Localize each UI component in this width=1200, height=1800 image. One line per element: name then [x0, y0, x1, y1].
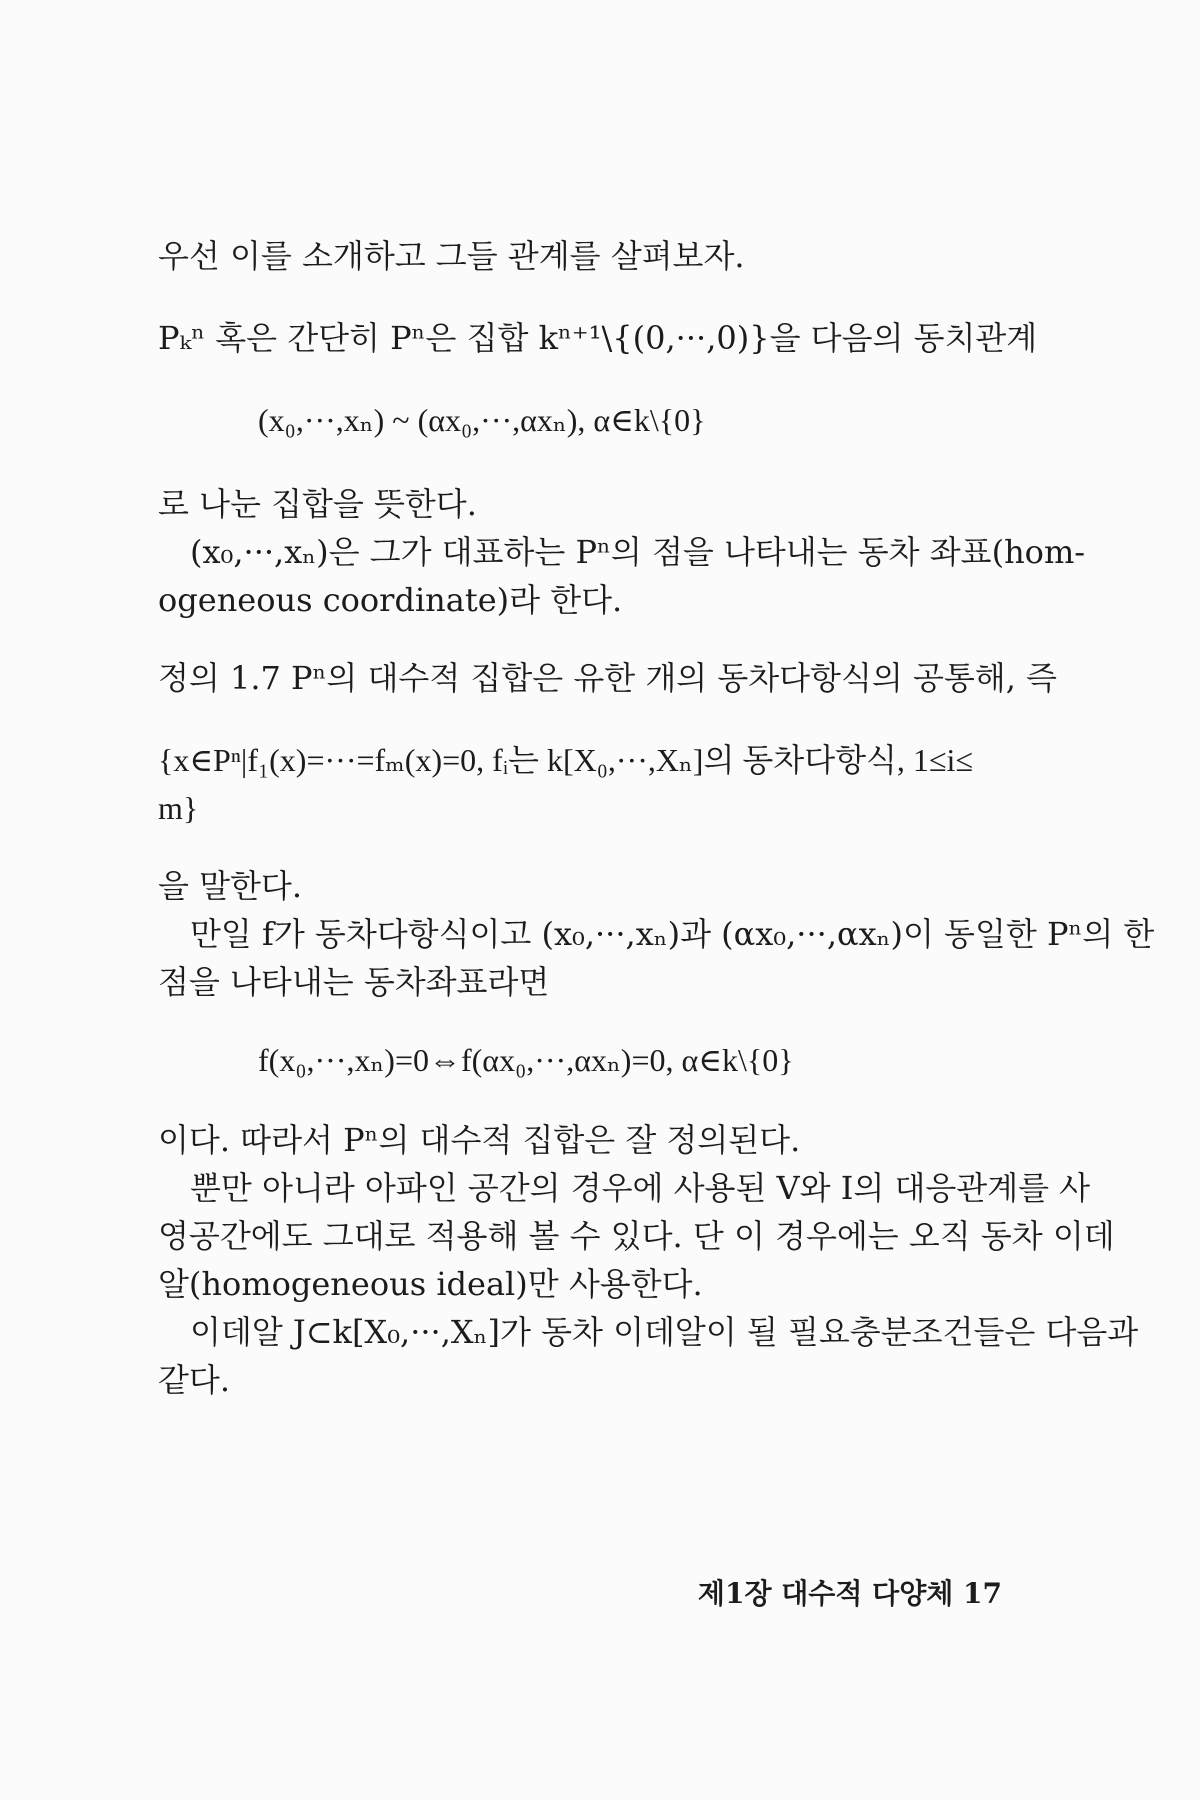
homogeneous-ideal-line: 알(homogeneous ideal)만 사용한다. [158, 1265, 703, 1303]
ideal-condition-line-2: 같다. [158, 1361, 230, 1399]
homogeneous-polynomial-line-1: 만일 f가 동차다항식이고 (x₀,···,xₙ)과 (αx₀,···,αxₙ)이 동일한 Pⁿ의 한 [190, 915, 1155, 953]
well-defined-line: 이다. 따라서 Pⁿ의 대수적 집합은 잘 정의된다. [158, 1121, 801, 1159]
definition-end-line: 을 말한다. [158, 867, 302, 905]
zero-equivalence-formula: f(x₀,···,xₙ)=0⇔f(αx₀,···,αxₙ)=0, α∈k\{0} [258, 1042, 794, 1078]
homogeneous-coordinate-line-2: ogeneous coordinate)라 한다. [158, 581, 623, 619]
page-footer: 제1장 대수적 다양체 17 [697, 1577, 1002, 1610]
homogeneous-coordinate-line-1: (x₀,···,xₙ)은 그가 대표하는 Pⁿ의 점을 나타내는 동차 좌표(hom- [190, 533, 1086, 571]
intro-line: 우선 이를 소개하고 그들 관계를 살펴보자. [158, 237, 745, 275]
equivalence-relation-formula: (x₀,···,xₙ) ~ (αx₀,···,αxₙ), α∈k\{0} [258, 402, 706, 438]
affine-correspondence-line-2: 영공간에도 그대로 적용해 볼 수 있다. 단 이 경우에는 오직 동차 이데 [158, 1217, 1115, 1255]
algebraic-set-formula-line-2: m} [158, 790, 199, 826]
homogeneous-polynomial-line-2: 점을 나타내는 동차좌표라면 [158, 963, 550, 1001]
projective-space-definition-line: Pₖⁿ 혹은 간단히 Pⁿ은 집합 kⁿ⁺¹\{(0,···,0)}을 다음의 동치관계 [158, 319, 1038, 357]
ideal-condition-line-1: 이데알 J⊂k[X₀,···,Xₙ]가 동차 이데알이 될 필요충분조건들은 다음과 [190, 1313, 1139, 1351]
definition-1-7-heading: 정의 1.7 Pⁿ의 대수적 집합은 유한 개의 동차다항식의 공통해, 즉 [158, 659, 1057, 697]
affine-correspondence-line-1: 뿐만 아니라 아파인 공간의 경우에 사용된 V와 I의 대응관계를 사 [190, 1169, 1091, 1207]
algebraic-set-formula-line-1: {x∈Pⁿ|f₁(x)=···=fₘ(x)=0, fᵢ는 k[X₀,···,Xₙ]의 동차다항식, 1≤i≤ [158, 742, 973, 778]
quotient-set-line: 로 나눈 집합을 뜻한다. [158, 485, 477, 523]
